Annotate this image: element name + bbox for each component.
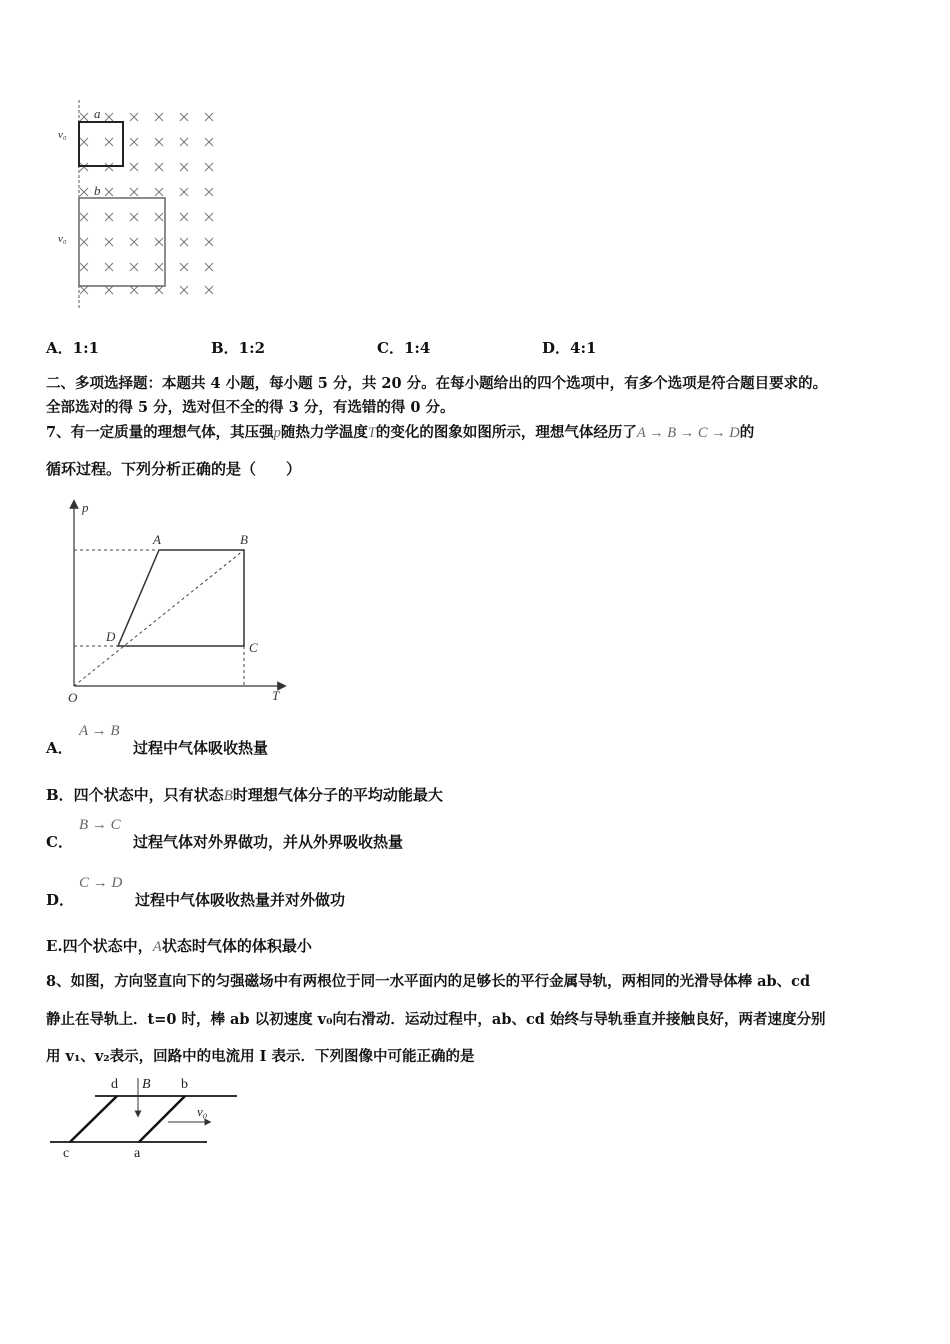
point-B-label: B — [240, 532, 248, 547]
label-c: c — [63, 1146, 70, 1161]
point-C-label: C — [249, 640, 258, 655]
bar-ab — [139, 1096, 185, 1142]
q7-option-c-math: B → C — [79, 817, 121, 833]
q6-option-b[interactable]: B．1:2 — [211, 339, 266, 357]
q7-option-c[interactable]: C． — [46, 833, 73, 851]
label-d: d — [111, 1077, 118, 1092]
loop-b — [79, 198, 165, 286]
axis-T-label: T — [272, 688, 280, 703]
pT-graph — [60, 500, 290, 705]
q7-option-e[interactable]: E.四个状态中，A状态时气体的体积最小 — [46, 937, 312, 955]
label-b: b — [181, 1077, 188, 1092]
section2-line2: 全部选对的得 5 分，选对但不全的得 3 分，有选错的得 0 分。 — [46, 399, 455, 416]
q7-stem-line1: 7、有一定质量的理想气体，其压强p随热力学温度T的变化的图象如图所示，理想气体经历了A → B → C → D的 — [46, 424, 755, 441]
q8-stem-line1: 8、如图，方向竖直向下的匀强磁场中有两根位于同一水平面内的足够长的平行金属导轨，两相同的光滑导体棒 ab、cd — [46, 973, 811, 990]
bar-cd — [70, 1096, 117, 1142]
label-a: a — [94, 106, 101, 121]
q8-stem-line2: 静止在导轨上．t=0 时，棒 ab 以初速度 v₀向右滑动．运动过程中，ab、cd 始终与导轨垂直并接触良好，两者速度分别 — [46, 1011, 826, 1028]
axis-p-label: p — [82, 500, 89, 515]
q7-option-d-math: C → D — [79, 875, 123, 891]
point-A-label: A — [153, 532, 161, 547]
rails-figure — [45, 1072, 245, 1167]
section2-line1: 二、多项选择题：本题共 4 小题，每小题 5 分，共 20 分。在每小题给出的四个选项中，有多个选项是符合题目要求的。 — [46, 375, 828, 392]
q6-option-c[interactable]: C．1:4 — [377, 339, 431, 357]
label-a: a — [134, 1146, 141, 1161]
q7-option-d[interactable]: D． — [46, 891, 75, 909]
q7-option-d-text: 过程中气体吸收热量并对外做功 — [135, 891, 346, 909]
q8-stem-line3: 用 v₁、v₂表示，回路中的电流用 I 表示．下列图像中可能正确的是 — [46, 1048, 475, 1065]
cycle-path — [118, 550, 244, 646]
label-B: B — [142, 1077, 151, 1092]
label-v0-top: v₀ — [58, 129, 67, 141]
q7-option-a-text: 过程中气体吸收热量 — [133, 739, 269, 757]
label-v0: v₀ — [197, 1104, 208, 1119]
q7-option-b[interactable]: B．四个状态中，只有状态B时理想气体分子的平均动能最大 — [46, 786, 443, 804]
q7-option-a[interactable]: A． — [46, 739, 73, 757]
magnetic-field-figure — [50, 100, 230, 310]
label-v0-bottom: v₀ — [58, 233, 67, 245]
origin-label: O — [68, 690, 78, 705]
q7-option-c-text: 过程气体对外界做功，并从外界吸收热量 — [133, 833, 404, 851]
q6-option-a[interactable]: A．1:1 — [46, 339, 100, 357]
q6-option-d[interactable]: D．4:1 — [542, 339, 597, 357]
point-D-label: D — [106, 629, 116, 644]
label-b: b — [94, 183, 101, 198]
q7-stem-line2: 循环过程。下列分析正确的是（ ） — [46, 460, 302, 478]
q7-option-a-math: A → B — [79, 723, 120, 739]
